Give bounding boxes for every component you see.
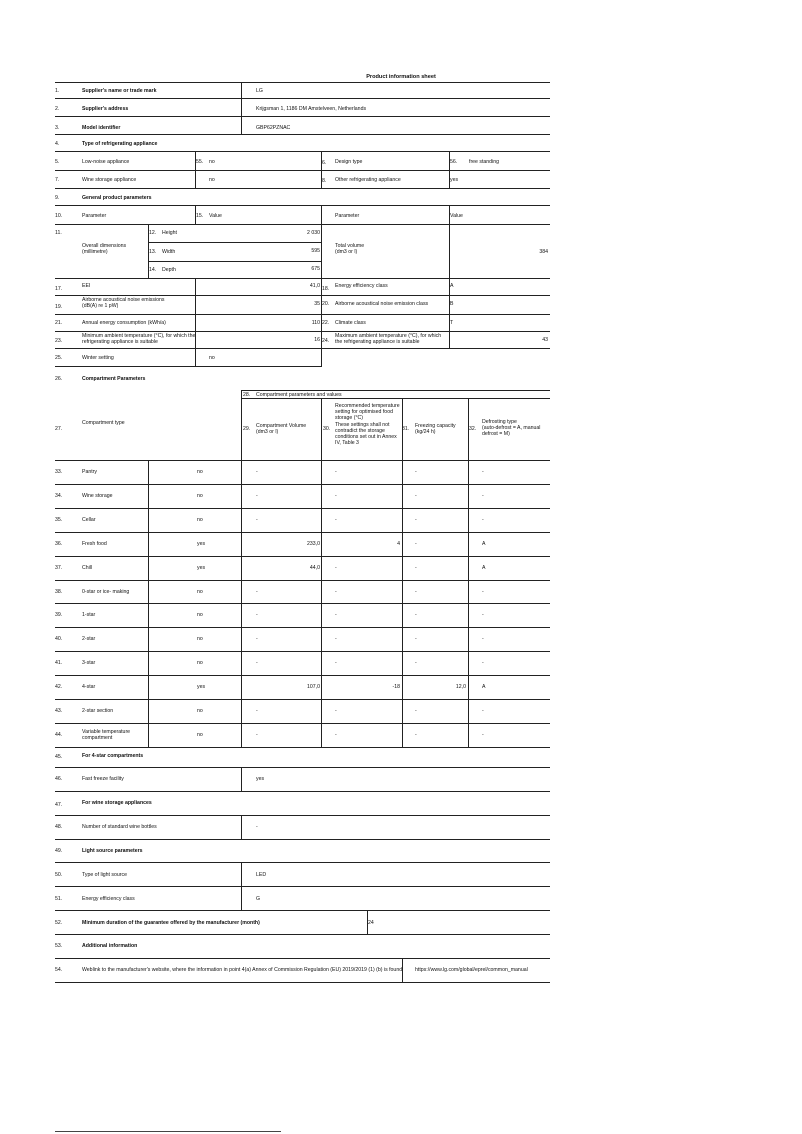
row-number: 17. [55, 286, 63, 292]
compartment-name: Wine storage [82, 492, 113, 499]
row-number: 37. [55, 564, 63, 571]
row-number: 42. [55, 684, 63, 691]
row-number: 56. [450, 159, 458, 165]
rule [55, 982, 550, 983]
compartment-defrost-type: - [482, 588, 484, 595]
rule [55, 366, 322, 367]
rule [148, 261, 322, 262]
compartment-volume: - [256, 468, 258, 475]
compartment-volume: - [256, 636, 258, 643]
compartment-freezing-capacity: 12,0 [455, 684, 466, 691]
row-number: 51. [55, 896, 63, 902]
fast-freeze-label: Fast freeze facility [82, 776, 124, 782]
rule [241, 398, 550, 399]
row-number: 26. [55, 376, 63, 382]
freezing-capacity-header: Freezing capacity (kg/24 h) [415, 423, 456, 436]
compartment-temperature: - [335, 708, 337, 714]
weblink-value[interactable]: https://www.lg.com/global/eprel/common_manual [415, 967, 528, 973]
noise-emissions-value: 35 [314, 301, 320, 307]
compartment-freezing-capacity: - [415, 516, 417, 523]
row-number: 39. [55, 612, 63, 619]
compartment-volume: - [256, 612, 258, 619]
row-number: 4. [55, 141, 60, 147]
compartment-temperature: - [335, 588, 337, 595]
compartment-name: 3-star [82, 660, 96, 667]
section-heading: General product parameters [82, 195, 152, 201]
energy-class-label: Energy efficiency class [335, 283, 388, 289]
compartment-volume: - [256, 516, 258, 523]
rule [55, 331, 550, 332]
row-number: 27. [55, 426, 63, 432]
row-number: 35. [55, 516, 63, 523]
climate-class-label: Climate class [335, 320, 366, 326]
row-number: 12. [149, 230, 157, 236]
compartment-present: yes [197, 684, 206, 691]
compartment-volume: - [256, 492, 258, 499]
width-value: 595 [311, 248, 320, 254]
noise-class-value: B [450, 301, 454, 307]
energy-class-value: A [450, 283, 454, 289]
total-volume-label: Total volume (dm3 or l) [335, 243, 365, 256]
rule [55, 348, 550, 349]
annual-energy-value: 110 [311, 320, 320, 326]
value-header: Value [450, 213, 463, 219]
supplier-address-value: Krijgsman 1, 1186 DM Amstelveen, Netherlands [256, 106, 367, 112]
winter-setting-label: Winter setting [82, 355, 114, 361]
compartment-present: yes [197, 540, 206, 547]
overall-dimensions-label: Overall dimensions (millimetre) [82, 243, 127, 256]
compartment-name: Variable temperature compartment [82, 728, 131, 742]
row-number: 14. [149, 267, 157, 273]
row-number: 47. [55, 802, 63, 808]
section-heading: Additional information [82, 943, 138, 949]
compartment-freezing-capacity: - [415, 731, 417, 738]
row-number: 19. [55, 304, 63, 310]
compartment-freezing-capacity: - [415, 540, 417, 547]
rule [55, 675, 550, 676]
rule [55, 82, 550, 83]
section-heading: Light source parameters [82, 848, 143, 854]
row-number: 9. [55, 195, 60, 201]
rule [195, 151, 196, 188]
noise-class-label: Airborne acoustical noise emission class [335, 301, 429, 307]
row-number: 52. [55, 920, 63, 926]
rule [55, 151, 550, 152]
light-energy-class-label: Energy efficiency class [82, 896, 135, 902]
height-label: Height [162, 230, 177, 236]
compartment-defrost-type: A [482, 684, 486, 691]
row-number: 38. [55, 588, 63, 595]
rule [55, 767, 550, 768]
row-number: 45. [55, 754, 63, 760]
rule [55, 278, 550, 279]
rule [449, 151, 450, 188]
compartment-freezing-capacity: - [415, 564, 417, 571]
rule [55, 910, 550, 911]
rule [468, 398, 469, 748]
rule [55, 295, 550, 296]
value-header: Value [209, 213, 222, 219]
compartment-defrost-type: - [482, 636, 484, 643]
guarantee-label: Minimum duration of the guarantee offered by the manufacturer (month) [82, 920, 260, 926]
rule [148, 460, 149, 748]
rule [367, 910, 368, 934]
row-number: 7. [55, 177, 60, 183]
compartment-freezing-capacity: - [415, 612, 417, 619]
compartment-defrost-type: - [482, 708, 484, 714]
max-ambient-label: Maximum ambient temperature (°C), for which the refrigerating appliance is suitable [335, 333, 442, 346]
low-noise-label: Low-noise appliance [82, 159, 130, 165]
rule [55, 839, 550, 840]
row-number: 5. [55, 159, 60, 165]
rule [55, 116, 550, 117]
rule [321, 205, 322, 366]
rule [55, 651, 550, 652]
compartment-name: 0-star or ice- making [82, 588, 130, 595]
rule [55, 747, 550, 748]
other-appliance-value: yes [450, 177, 459, 183]
noise-emissions-label: Airborne acoustical noise emissions (dB(A) re 1 pW) [82, 297, 165, 310]
rule [321, 151, 322, 188]
winter-setting-value: no [209, 355, 215, 361]
compartment-temperature: - [335, 660, 337, 667]
row-number: 41. [55, 660, 63, 667]
compartment-present: no [197, 660, 203, 667]
compartment-freezing-capacity: - [415, 588, 417, 595]
compartment-defrost-type: - [482, 492, 484, 499]
compartment-type-header: Compartment type [82, 420, 125, 426]
wine-bottles-value: - [256, 824, 258, 830]
compartment-present: no [197, 731, 203, 738]
compartment-freezing-capacity: - [415, 492, 417, 499]
compartment-defrost-type: A [482, 540, 486, 547]
compartment-present: no [197, 636, 203, 643]
fast-freeze-value: yes [256, 776, 265, 782]
footnote-separator [55, 1131, 281, 1132]
rule [55, 791, 550, 792]
compartment-defrost-type: - [482, 660, 484, 667]
rule [55, 934, 550, 935]
rule [195, 278, 196, 366]
row-number: 20. [322, 301, 330, 307]
row-number: 28. [243, 392, 251, 398]
rule [449, 205, 450, 348]
row-number: 13. [149, 249, 157, 255]
rule [55, 170, 550, 171]
rule [241, 767, 242, 791]
rule [195, 205, 196, 224]
depth-label: Depth [162, 267, 176, 273]
supplier-name-label: Supplier's name or trade mark [82, 88, 157, 94]
model-identifier-label: Model identifier [82, 125, 121, 131]
section-heading: Compartment Parameters [82, 376, 146, 382]
compartment-present: yes [197, 564, 206, 571]
rule [55, 886, 550, 887]
light-source-type-value: LED [256, 872, 267, 878]
rule [402, 398, 403, 748]
rule [55, 862, 550, 863]
temperature-header: Recommended temperature setting for optimised food storage (°C) These settings shall not contradict the storage conditions set out in Annex IV, Table 3 [335, 403, 400, 447]
compartment-volume: 233,0 [307, 540, 320, 547]
compartment-temperature: - [335, 636, 337, 643]
design-type-value: free standing [469, 159, 499, 165]
rule [241, 390, 242, 748]
wine-storage-value: no [209, 177, 215, 183]
compartment-volume: - [256, 660, 258, 667]
row-number: 54. [55, 967, 63, 973]
row-number: 21. [55, 320, 63, 326]
section-heading: For wine storage appliances [82, 800, 152, 806]
row-number: 36. [55, 540, 63, 547]
row-number: 10. [55, 213, 63, 219]
rule [55, 699, 550, 700]
rule [241, 390, 550, 391]
light-energy-class-value: G [256, 896, 261, 902]
row-number: 25. [55, 355, 63, 361]
annual-energy-label: Annual energy consumption (kWh/a) [82, 320, 166, 326]
compartment-present: no [197, 492, 203, 499]
compartment-temperature: - [335, 564, 337, 571]
row-number: 33. [55, 468, 63, 475]
eei-label: EEI [82, 283, 91, 289]
rule [55, 134, 550, 135]
compartment-present: no [197, 468, 203, 475]
rule [55, 627, 550, 628]
rule [55, 580, 550, 581]
defrosting-type-header: Defrosting type (auto-defrost = A, manual defrost = M) [482, 419, 541, 438]
compartment-name: Pantry [82, 468, 97, 475]
compartment-defrost-type: - [482, 612, 484, 619]
rule [55, 723, 550, 724]
compartment-defrost-type: A [482, 564, 486, 571]
row-number: 15. [196, 213, 204, 219]
row-number: 8. [322, 178, 327, 184]
eei-value: 41,0 [309, 283, 320, 289]
rule [55, 556, 550, 557]
compartment-present: no [197, 588, 203, 595]
row-number: 50. [55, 872, 63, 878]
min-ambient-label: Minimum ambient temperature (°C), for which the refrigerating appliance is suitable [82, 333, 196, 346]
compartment-defrost-type: - [482, 731, 484, 738]
compartment-temperature: -18 [392, 684, 400, 691]
rule [148, 242, 322, 243]
compartment-name: 2-star section [82, 708, 114, 714]
max-ambient-value: 43 [542, 337, 548, 343]
compartment-volume: 107,0 [307, 684, 320, 691]
row-number: 18. [322, 286, 330, 292]
compartment-defrost-type: - [482, 516, 484, 523]
row-number: 30. [323, 426, 331, 432]
parameter-header: Parameter [335, 213, 360, 219]
rule [241, 815, 242, 839]
depth-value: 675 [311, 266, 320, 272]
width-label: Width [162, 249, 176, 255]
other-appliance-label: Other refrigerating appliance [335, 177, 401, 183]
sheet-title: Product information sheet [366, 74, 436, 80]
compartment-name: 4-star [82, 684, 96, 691]
rule [55, 205, 550, 206]
rule [55, 460, 550, 461]
section-heading: For 4-star compartments [82, 753, 144, 759]
row-number: 43. [55, 708, 63, 714]
compartment-volume: 44,0 [309, 564, 320, 571]
row-number: 44. [55, 731, 63, 738]
rule [55, 314, 550, 315]
compartment-temperature: - [335, 731, 337, 738]
height-value: 2 030 [307, 230, 320, 236]
design-type-label: Design type [335, 159, 363, 165]
compartment-temperature: - [335, 468, 337, 475]
row-number: 40. [55, 636, 63, 643]
low-noise-value: no [209, 159, 215, 165]
row-number: 6. [322, 160, 327, 166]
compartment-freezing-capacity: - [415, 468, 417, 475]
compartment-volume: - [256, 588, 258, 595]
compartment-freezing-capacity: - [415, 660, 417, 667]
compartment-volume: - [256, 731, 258, 738]
compartment-temperature: 4 [397, 540, 400, 547]
rule [55, 815, 550, 816]
row-number: 1. [55, 88, 60, 94]
rule [148, 224, 149, 278]
row-number: 55. [196, 159, 204, 165]
rule [241, 862, 242, 910]
row-number: 23. [55, 338, 63, 344]
rule [55, 508, 550, 509]
compartment-volume: - [256, 708, 258, 714]
wine-storage-label: Wine storage appliance [82, 177, 137, 183]
row-number: 49. [55, 848, 63, 854]
row-number: 24. [322, 338, 330, 344]
weblink-label: Weblink to the manufacturer's website, where the information in point 4(a) Annex of Commission Regulation (EU) 2019/2019 (1) (b) is found [82, 967, 403, 973]
compartment-temperature: - [335, 612, 337, 619]
compartment-name: Chill [82, 564, 93, 571]
climate-class-value: T [450, 320, 454, 326]
row-number: 34. [55, 492, 63, 499]
min-ambient-value: 16 [314, 337, 320, 343]
rule [321, 398, 322, 748]
compartment-group-label: Compartment parameters and values [256, 392, 342, 398]
row-number: 31. [402, 426, 410, 432]
compartment-freezing-capacity: - [415, 636, 417, 643]
compartment-present: no [197, 516, 203, 523]
volume-header: Compartment Volume (dm3 or l) [256, 423, 307, 436]
compartment-name: 2-star [82, 636, 96, 643]
supplier-address-label: Supplier's address [82, 106, 129, 112]
guarantee-value: 24 [368, 920, 374, 926]
rule [55, 958, 550, 959]
supplier-name-value: LG [256, 88, 263, 94]
row-number: 11. [55, 230, 62, 236]
row-number: 22. [322, 320, 330, 326]
compartment-temperature: - [335, 492, 337, 499]
total-volume-value: 384 [539, 249, 548, 255]
compartment-name: Cellar [82, 516, 96, 523]
rule [55, 98, 550, 99]
compartment-freezing-capacity: - [415, 708, 417, 714]
rule [55, 188, 550, 189]
compartment-present: no [197, 708, 203, 714]
rule [55, 484, 550, 485]
compartment-defrost-type: - [482, 468, 484, 475]
compartment-name: 1-star [82, 612, 96, 619]
row-number: 48. [55, 824, 63, 830]
compartment-temperature: - [335, 516, 337, 523]
row-number: 46. [55, 776, 63, 782]
rule [241, 82, 242, 134]
rule [55, 532, 550, 533]
compartment-name: Fresh food [82, 540, 107, 547]
model-identifier-value: GBP62PZNAC [256, 125, 291, 131]
parameter-header: Parameter [82, 213, 107, 219]
wine-bottles-label: Number of standard wine bottles [82, 824, 157, 830]
row-number: 3. [55, 125, 60, 131]
row-number: 29. [243, 426, 251, 432]
row-number: 2. [55, 106, 60, 112]
rule [402, 958, 403, 982]
rule [55, 224, 550, 225]
row-number: 53. [55, 943, 63, 949]
light-source-type-label: Type of light source [82, 872, 127, 878]
compartment-present: no [197, 612, 203, 619]
section-heading: Type of refrigerating appliance [82, 141, 158, 147]
row-number: 32. [469, 426, 477, 432]
rule [55, 603, 550, 604]
